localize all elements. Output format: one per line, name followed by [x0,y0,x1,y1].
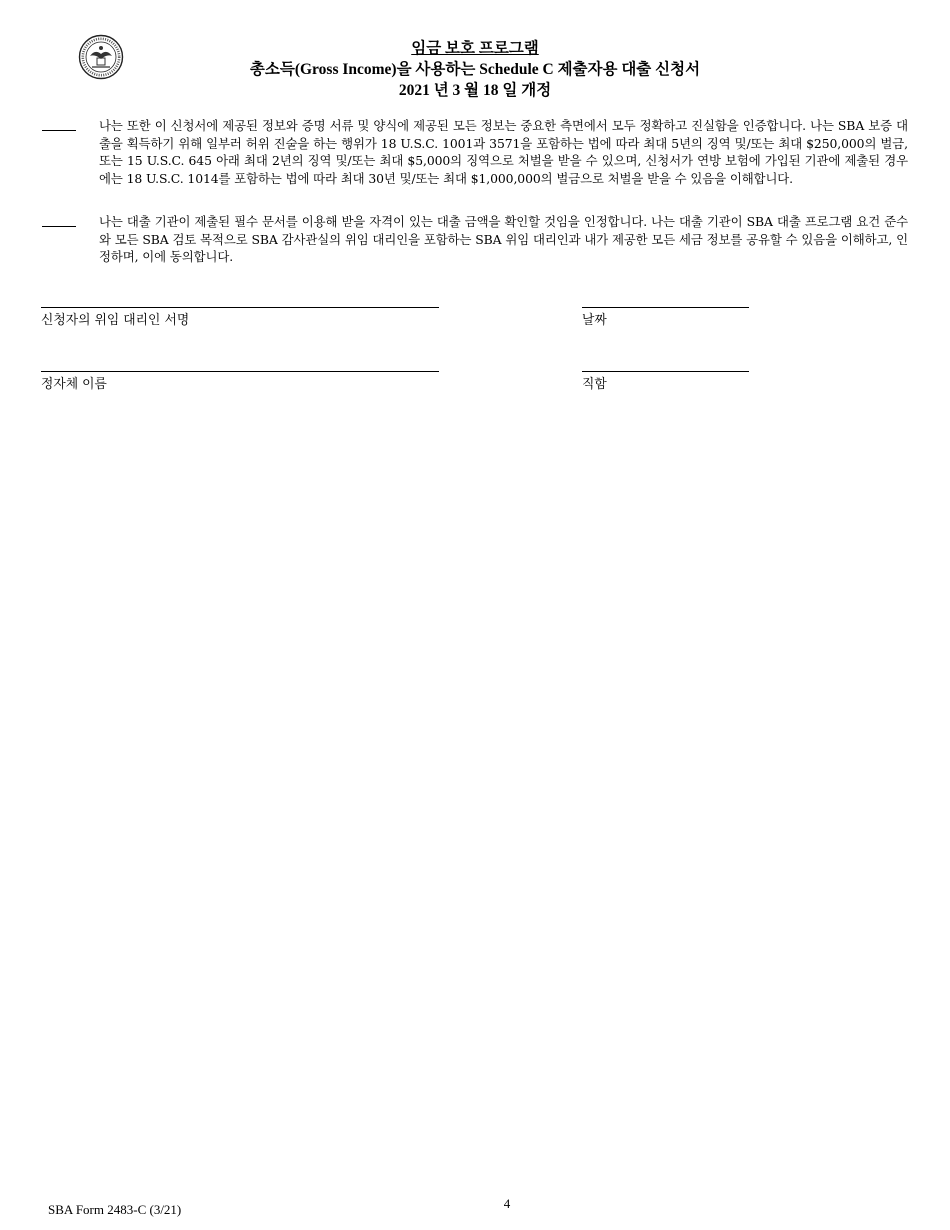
print-name-field[interactable] [41,371,439,372]
certification-item [42,117,908,187]
form-revision: 2021 년 3 월 18 일 개정 [398,82,552,99]
form-subtitle: 총소득(Gross Income)을 사용하는 Schedule C 제출자용 대출 신청서 [249,61,701,78]
signature-field[interactable] [41,307,439,308]
page-number: 4 [503,1196,511,1211]
certification-text: 나는 대출 기관이 제출된 필수 문서를 이용해 받을 자격이 있는 대출 금액을 확인할 것임을 인정합니다. 나는 대출 기관이 SBA 대출 프로그램 요건 준수와 모든 SBA 검토 목적으로 SBA 감사관실의 위임 대리인을 포함하는 SBA 위임 대리인과 내가 제공한 모든 세금 정보를 공유할 수 있음을 이해하고, 인정하며, 이에 동의합니다. [99,214,908,265]
title-label: 직함 [582,377,607,392]
form-id: SBA Form 2483-C (3/21) [48,1202,182,1217]
date-label: 날짜 [582,313,607,328]
certification-item [42,213,908,266]
date-field[interactable] [582,307,749,308]
title-field[interactable] [582,371,749,372]
form-header [0,38,950,101]
initials-field[interactable] [42,130,76,131]
certification-text: 나는 또한 이 신청서에 제공된 정보와 증명 서류 및 양식에 제공된 모든 정보는 중요한 측면에서 모두 정확하고 진실함을 인증합니다. 나는 SBA 보증 대출을 획득하기 위해 일부러 허위 진술을 하는 행위가 18 U.S.C. 1001과 3571을 포함하는 법에 따라 최대 5년의 징역 및/또는 최대 $250,000의 벌금, 또는 15 U.S.C. 645 아래 최대 2년의 징역 및/또는 최대 $5,000의 징역으로 처벌을 받을 수 있으며, 신청서가 연방 보험에 가입된 기관에 제출된 경우에는 18 U.S.C. 1014를 포함하는 법에 따라 최대 30년 및/또는 최대 $1,000,000의 벌금으로 처벌을 받을 수 있음을 이해합니다. [99,118,908,186]
form-title: 임금 보호 프로그램 [411,40,539,57]
initials-field[interactable] [42,226,76,227]
print-name-label: 정자체 이름 [41,377,107,392]
signature-label: 신청자의 위임 대리인 서명 [41,313,190,328]
